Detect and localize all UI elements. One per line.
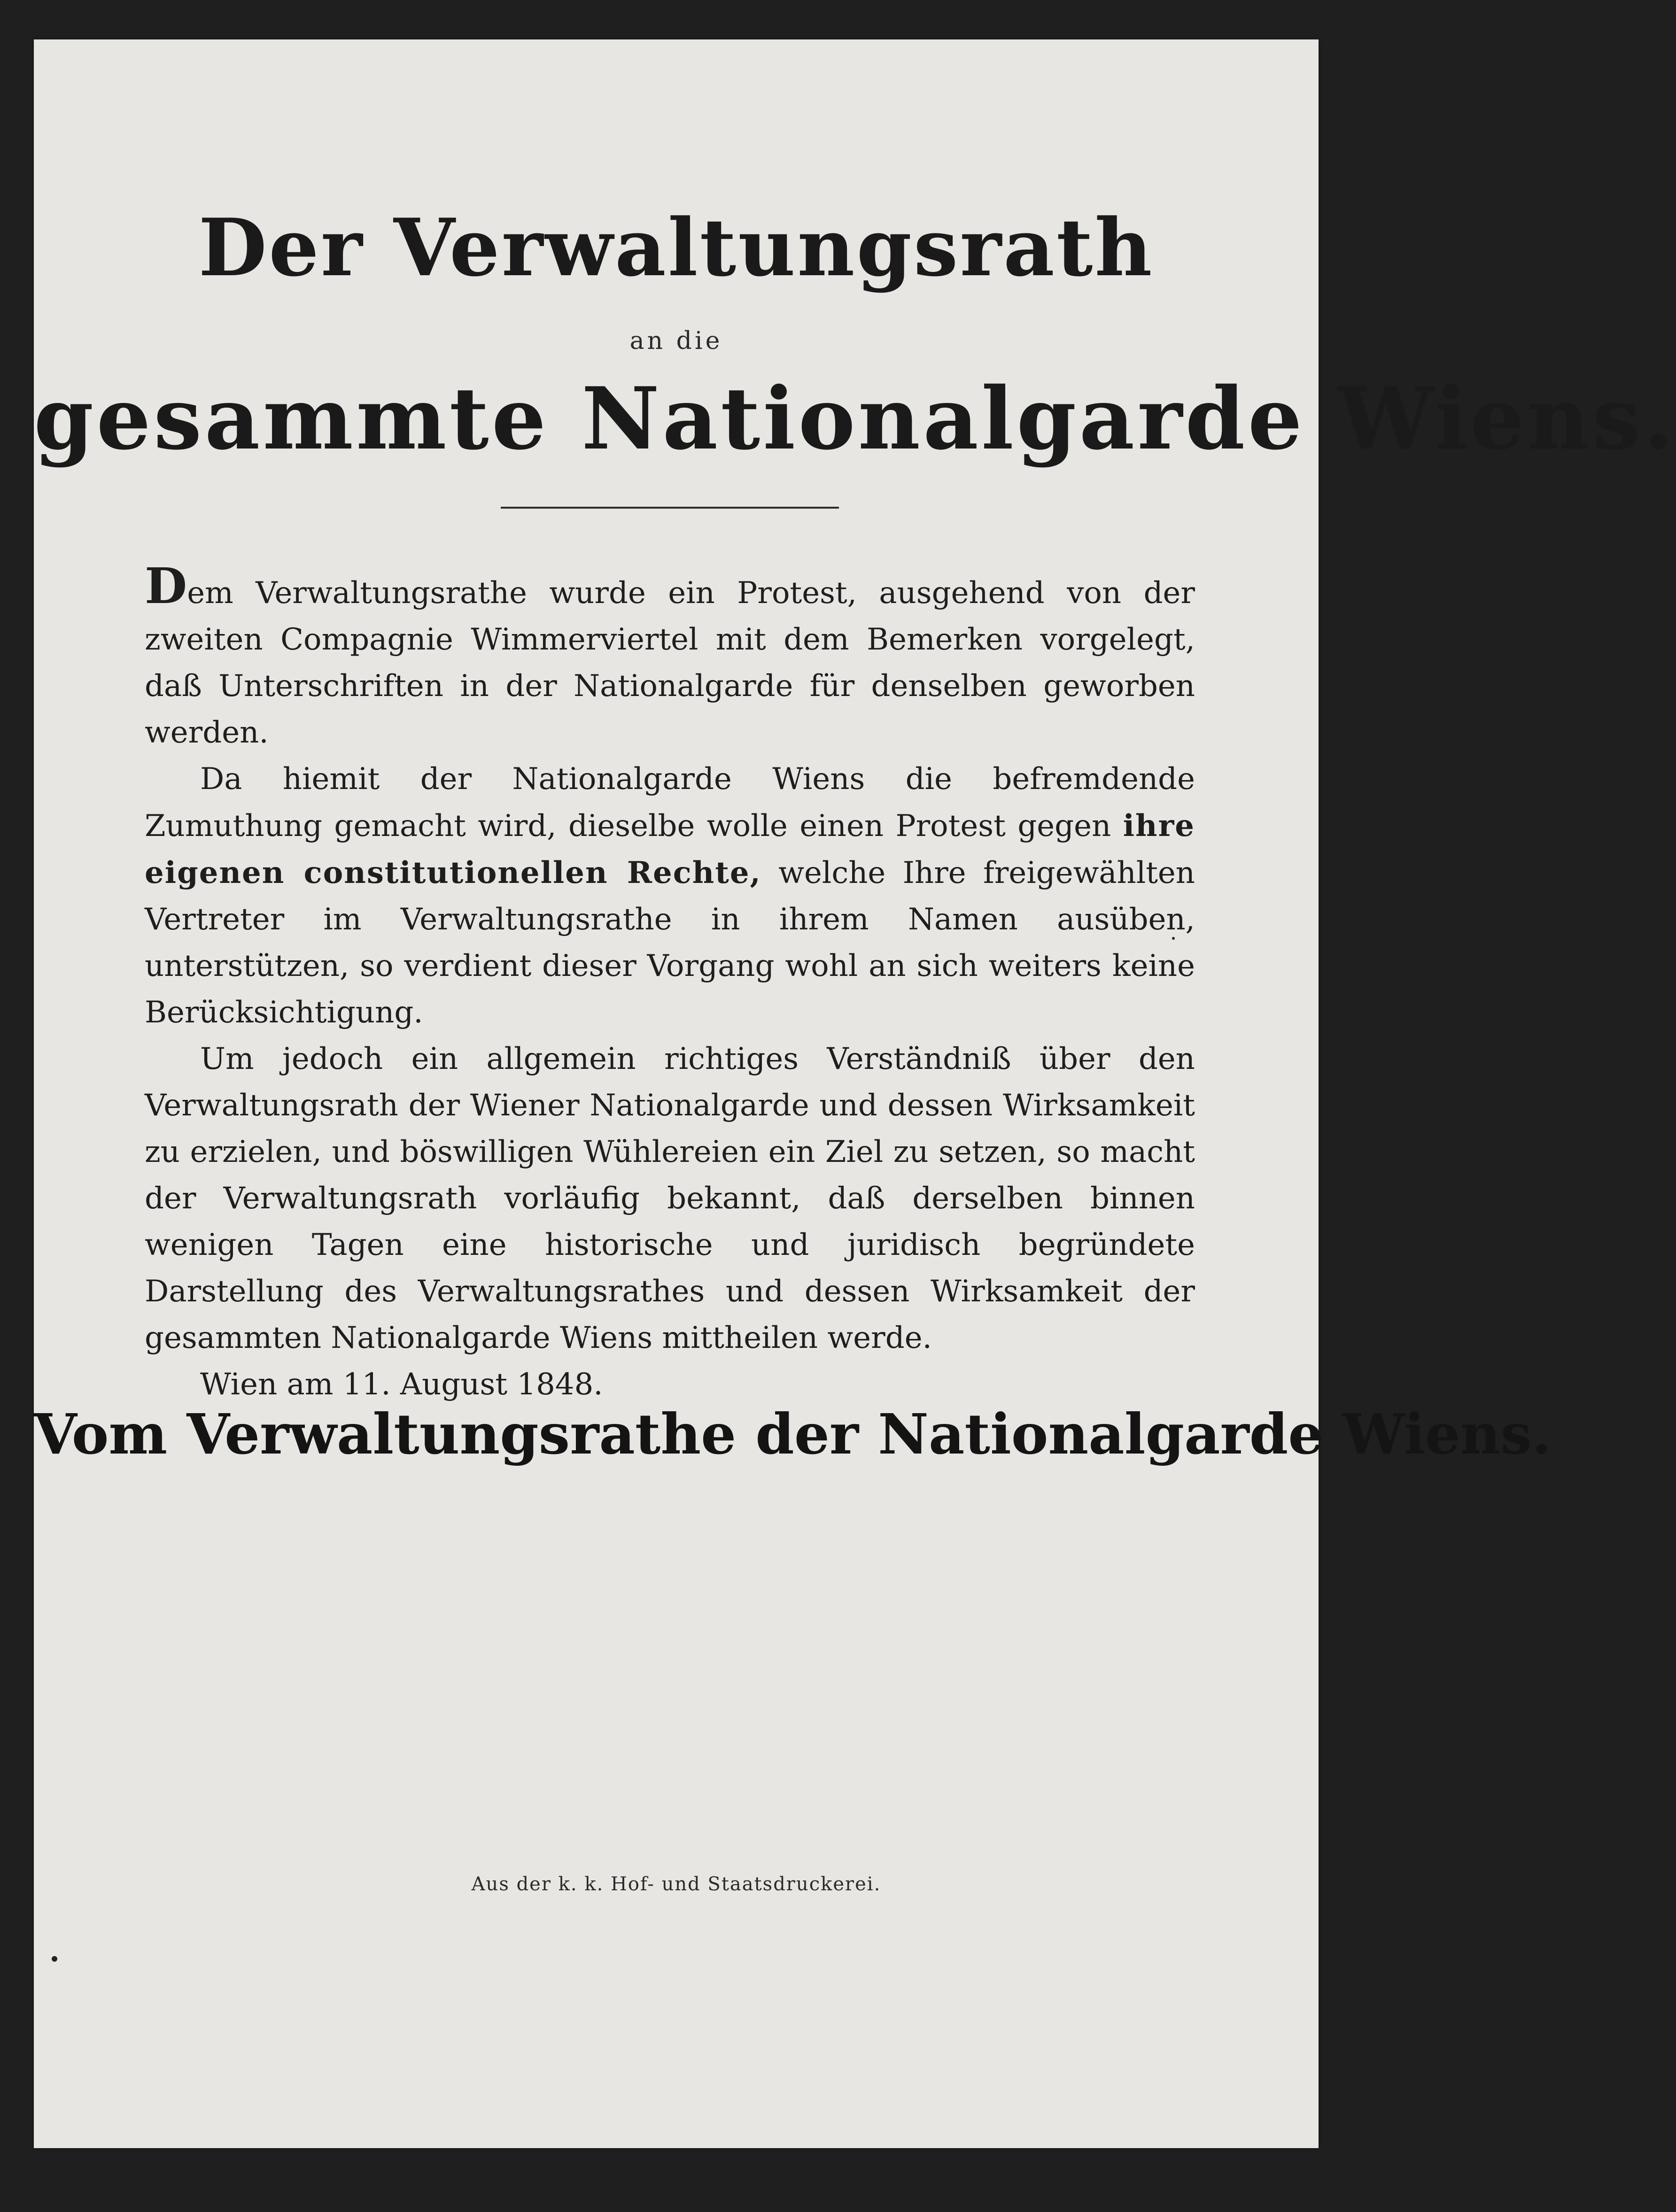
dust-speck <box>1172 937 1175 940</box>
heading-line-2: gesammte Nationalgarde Wiens. <box>34 368 1676 469</box>
document-sheet <box>34 39 1676 2148</box>
dust-speck <box>52 1956 57 1962</box>
paragraph-3 <box>145 1036 1195 1361</box>
heading-connector: an die <box>629 327 723 355</box>
paragraph-3-text: Um jedoch ein allgemein richtiges Verständniß über den Verwaltungsrath der Wiener Nationalgarde und dessen Wirksamkeit zu erzielen, und böswilligen Wühlereien ein Ziel zu setzen, so macht der Verwaltungsrath vorläufig bekannt, daß derselben binnen wenigen Tagen eine historische und juridisch begründete Darstellung des Verwaltungsrathes und dessen Wirksamkeit der gesammten Nationalgarde Wiens mittheilen werde. <box>145 1042 1195 1355</box>
date-line-text: Wien am 11. August 1848. <box>200 1367 603 1402</box>
heading-line-1: Der Verwaltungsrath <box>198 201 1154 294</box>
printer-imprint: Aus der k. k. Hof- und Staatsdruckerei. <box>471 1873 881 1895</box>
dust-speck <box>8 286 12 290</box>
paragraph-2-text-before: Da hiemit der Nationalgarde Wiens die befremdende Zumuthung gemacht wird, dieselbe wolle einen Protest gegen <box>145 762 1195 843</box>
paragraph-2 <box>145 756 1195 1036</box>
paragraph-2-text-after: welche Ihre freigewählten Vertreter im Verwaltungsrathe in ihrem Namen ausüben, unterstützen, so verdient dieser Vorgang wohl an sich weiters keine Berücksichtigung. <box>145 856 1195 1030</box>
drop-cap: D <box>145 557 187 615</box>
paragraph-1-text: em Verwaltungsrathe wurde ein Protest, ausgehend von der zweiten Compagnie Wimmerviertel mit dem Bemerken vorgelegt, daß Unterschriften in der Nationalgarde für denselben geworben werden. <box>145 576 1195 750</box>
paragraph-1 <box>145 557 1195 756</box>
divider-rule <box>501 507 839 509</box>
body-text <box>145 557 1195 1408</box>
paragraph-2-emphasis: ihre eigenen constitutionellen Rechte, <box>145 808 1195 890</box>
signature: Vom Verwaltungsrathe der Nationalgarde Wiens. <box>34 1401 1552 1467</box>
